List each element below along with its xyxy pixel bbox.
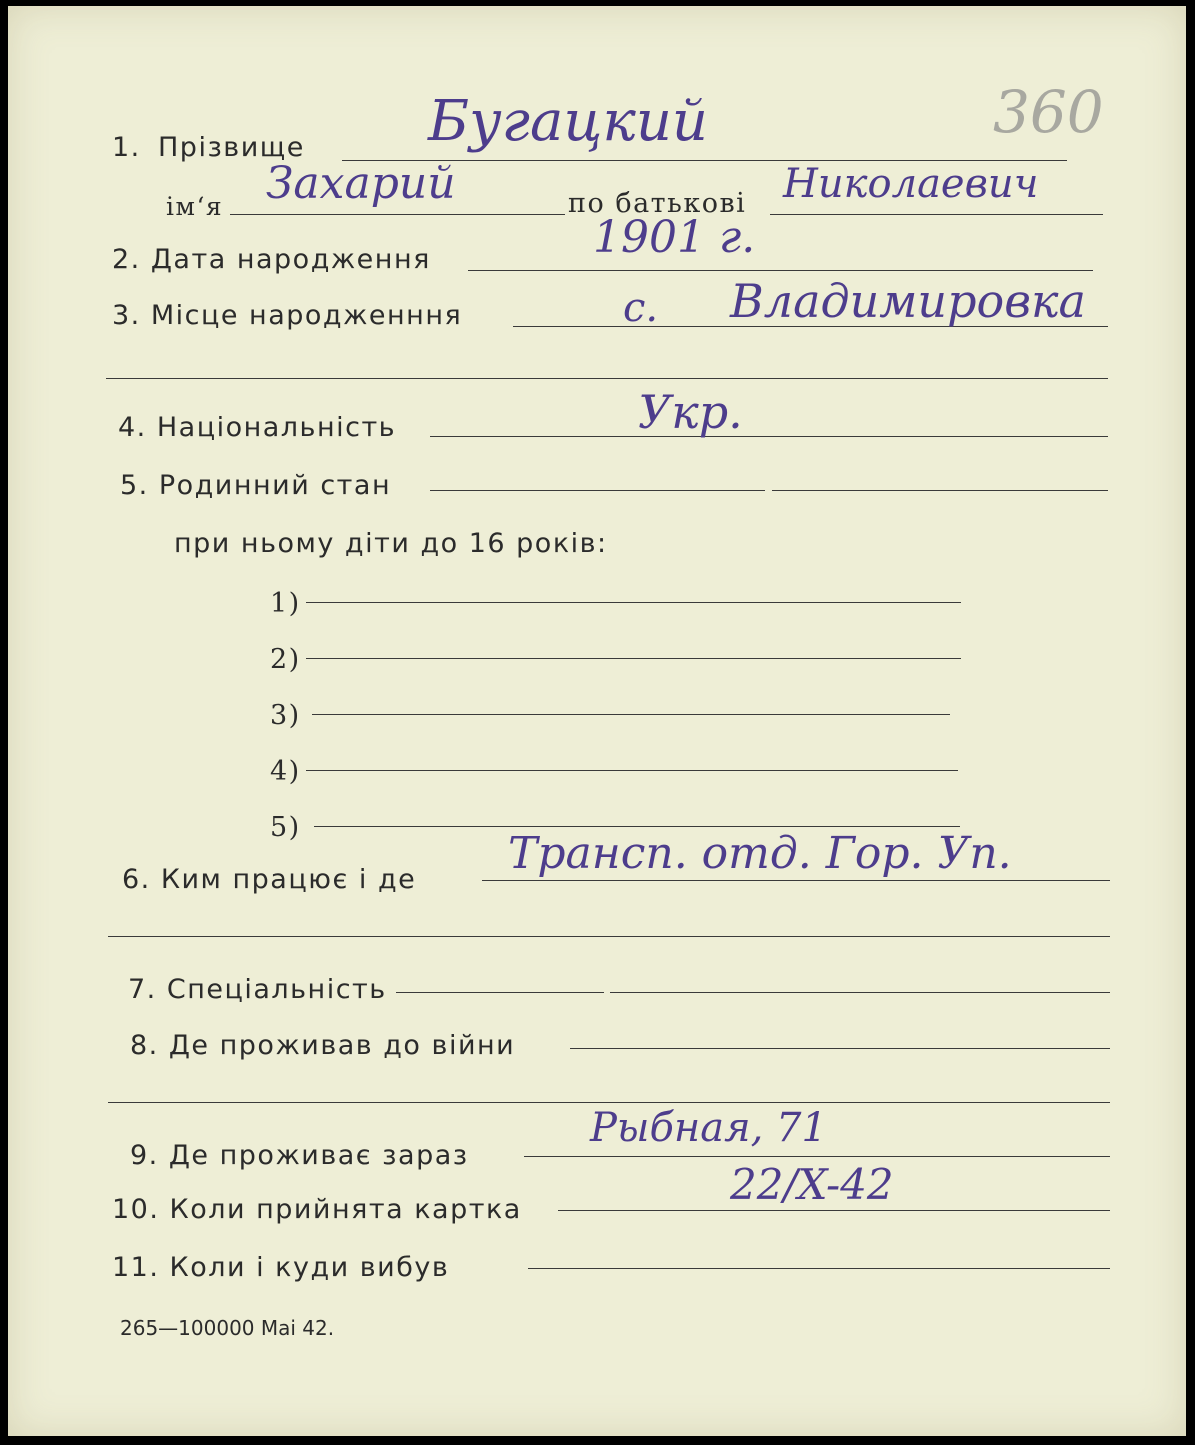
child-5-label: 5) xyxy=(270,812,301,843)
work-value: Трансп. отд. Гор. Уп. xyxy=(508,828,1012,879)
print-code: 265—100000 Mai 42. xyxy=(120,1316,335,1340)
nationality-line xyxy=(430,436,1108,437)
family-status-line-a xyxy=(430,490,765,491)
birth-date-value: 1901 г. xyxy=(593,212,756,263)
card-accepted-line xyxy=(558,1210,1110,1211)
surname-label: Прізвище xyxy=(158,132,305,163)
prewar-residence-label: 8. Де проживав до війни xyxy=(130,1030,516,1061)
family-status-line-b xyxy=(772,490,1108,491)
child-2-label: 2) xyxy=(270,644,301,675)
patronymic-value: Николаевич xyxy=(783,161,1039,207)
pencil-archive-number: 360 xyxy=(993,78,1104,146)
prewar-residence-line xyxy=(570,1048,1110,1049)
child-4-label: 4) xyxy=(270,756,301,787)
departed-line xyxy=(528,1268,1110,1269)
child-2-line xyxy=(306,658,961,659)
child-5-line xyxy=(314,826,960,827)
specialty-label: 7. Спеціальність xyxy=(128,974,387,1005)
first-name-label: ім‘я xyxy=(166,192,224,221)
work-label: 6. Ким працює і де xyxy=(122,864,417,895)
field1-number: 1. xyxy=(112,132,141,163)
child-4-line xyxy=(306,770,958,771)
nationality-value: Укр. xyxy=(638,385,743,439)
family-status-label: 5. Родинний стан xyxy=(120,470,392,501)
current-residence-line xyxy=(524,1156,1110,1157)
child-1-label: 1) xyxy=(270,588,301,619)
first-name-value: Захарий xyxy=(266,158,456,209)
first-name-line xyxy=(230,214,565,215)
nationality-label: 4. Національність xyxy=(118,412,397,443)
birth-place-value: Владимировка xyxy=(730,274,1086,328)
current-residence-value: Рыбная, 71 xyxy=(590,1105,827,1151)
birth-place-prefix: с. xyxy=(623,285,659,331)
departed-label: 11. Коли і куди вибув xyxy=(112,1252,450,1283)
surname-value: Бугацкий xyxy=(428,89,708,154)
work-line-2 xyxy=(108,936,1110,937)
child-3-label: 3) xyxy=(270,700,301,731)
children-label: при ньому діти до 16 років: xyxy=(174,528,608,559)
prewar-residence-line-2 xyxy=(108,1102,1110,1103)
child-1-line xyxy=(306,602,961,603)
card-accepted-value: 22/X-42 xyxy=(730,1160,894,1209)
child-3-line xyxy=(312,714,950,715)
birth-date-label: 2. Дата народження xyxy=(112,244,431,275)
work-line xyxy=(482,880,1110,881)
card-accepted-label: 10. Коли прийнята картка xyxy=(112,1194,522,1225)
patronymic-label: по батькові xyxy=(568,188,747,219)
patronymic-line xyxy=(770,214,1103,215)
specialty-line-a xyxy=(396,992,604,993)
birth-place-label: 3. Місце народженння xyxy=(112,300,463,331)
birth-date-line xyxy=(468,270,1093,271)
birth-place-line-2 xyxy=(106,378,1108,379)
specialty-line-b xyxy=(610,992,1110,993)
registration-card xyxy=(8,6,1186,1436)
current-residence-label: 9. Де проживає зараз xyxy=(130,1140,469,1171)
